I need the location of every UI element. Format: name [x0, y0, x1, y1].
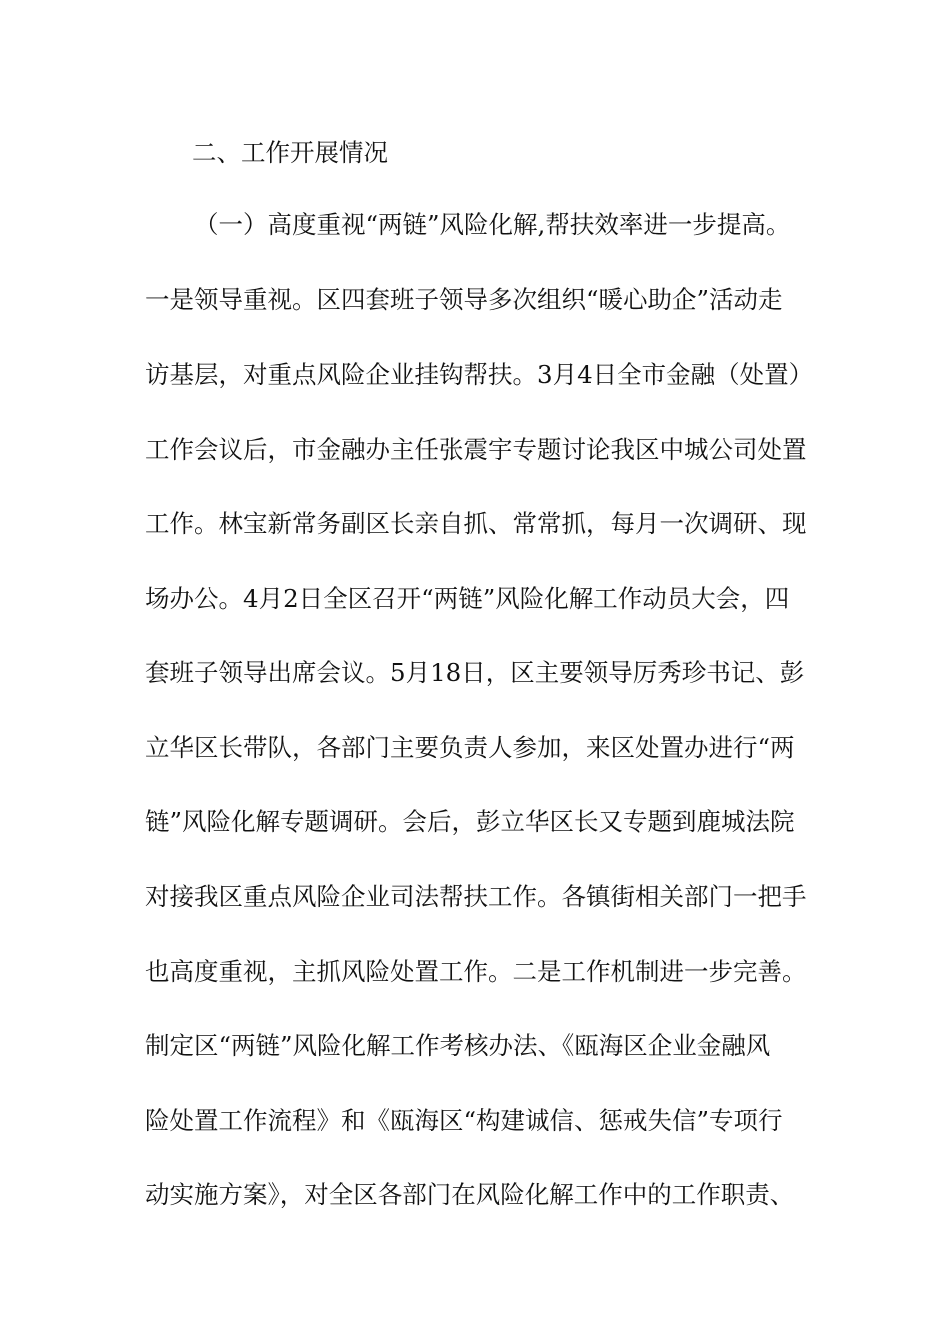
paragraph-line: 对接我区重点风险企业司法帮扶工作。各镇街相关部门一把手	[145, 882, 807, 911]
paragraph-line: 动实施方案》，对全区各部门在风险化解工作中的工作职责、	[145, 1180, 795, 1209]
paragraph-line: 工作会议后，市金融办主任张震宇专题讨论我区中城公司处置	[145, 435, 807, 464]
paragraph-line: 险处置工作流程》和《瓯海区“构建诚信、惩戒失信”专项行	[145, 1106, 783, 1135]
paragraph-line: 访基层，对重点风险企业挂钩帮扶。3月4日全市金融（处置）	[145, 360, 814, 389]
paragraph-line: 套班子领导出席会议。5月18日，区主要领导厉秀珍书记、彭	[145, 658, 805, 687]
subsection-heading: （一）高度重视“两链”风险化解,帮扶效率进一步提高。	[194, 210, 791, 239]
paragraph-line: 立华区长带队，各部门主要负责人参加，来区处置办进行“两	[145, 733, 795, 762]
section-heading: 二、工作开展情况	[192, 138, 388, 167]
paragraph-line: 一是领导重视。区四套班子领导多次组织“暖心助企”活动走	[145, 285, 783, 314]
paragraph-line: 场办公。4月2日全区召开“两链”风险化解工作动员大会，四	[145, 584, 790, 613]
paragraph-line: 也高度重视，主抓风险处置工作。二是工作机制进一步完善。	[145, 957, 807, 986]
paragraph-line: 链”风险化解专题调研。会后，彭立华区长又专题到鹿城法院	[145, 807, 795, 836]
paragraph-line: 制定区“两链”风险化解工作考核办法、《瓯海区企业金融风	[145, 1031, 771, 1060]
paragraph-line: 工作。林宝新常务副区长亲自抓、常常抓，每月一次调研、现	[145, 509, 807, 538]
